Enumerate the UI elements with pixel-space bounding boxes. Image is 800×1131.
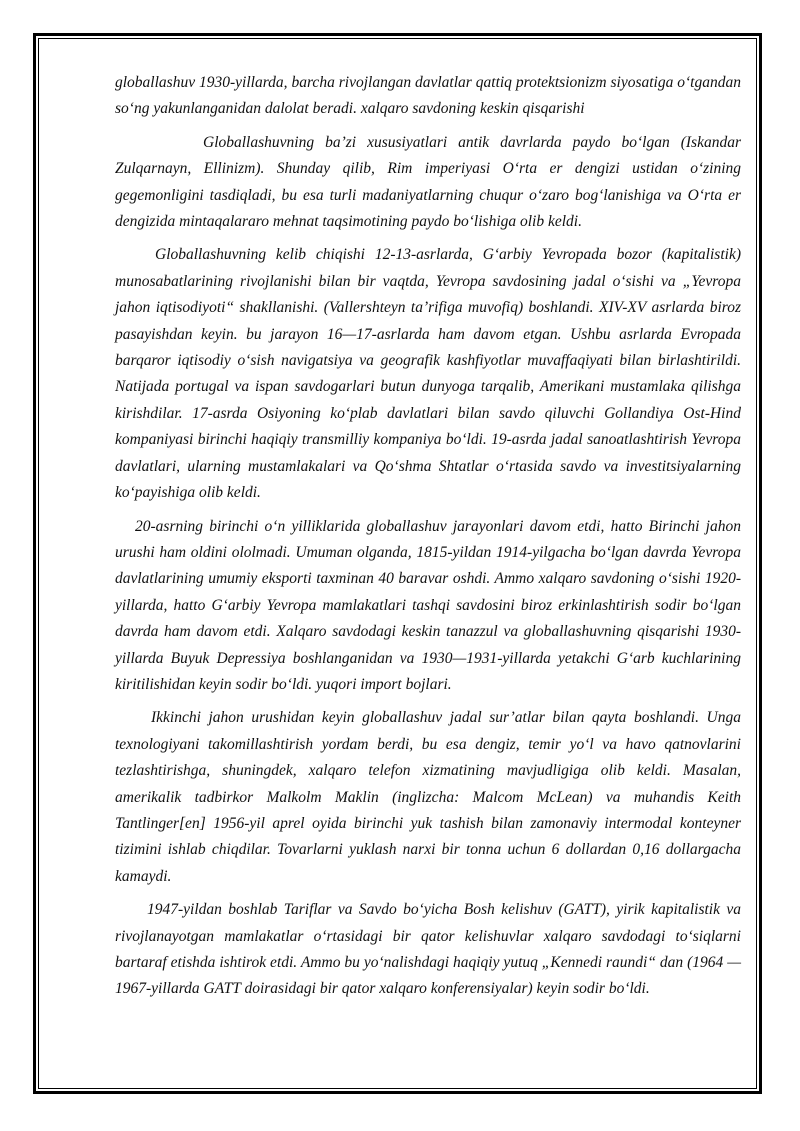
paragraph-6: 1947-yildan boshlab Tariflar va Savdo bo‘yicha Bosh kelishuv (GATT), yirik kapitalistik va rivojlanayotgan mamlakatlar o‘rtasidagi bir qator kelishuvlar xalqaro savdodagi to‘siqlarni bartaraf etishda ishtirok etdi. Ammo bu yo‘nalishdagi haqiqiy yutuq „Kennedi raundi“ dan (1964 —1967-yillarda GATT doirasidagi bir qator xalqaro konferensiyalar) keyin sodir bo‘ldi. <box>115 901 741 998</box>
paragraph-2: Globallashuvning ba’zi xususiyatlari antik davrlarda paydo bo‘lgan (Iskandar Zulqarnayn, Ellinizm). Shunday qilib, Rim imperiyasi O‘rta er dengizi ustidan o‘zining gegemonligini tasdiqladi, bu esa turli madaniyatlarning chuqur o‘zaro bog‘lanishiga va O‘rta er dengizida mintaqalararo mehnat taqsimotining paydo bo‘lishiga olib keldi. <box>115 133 741 231</box>
paragraph-4: 20-asrning birinchi o‘n yilliklarida globallashuv jarayonlari davom etdi, hatto Birinchi jahon urushi ham oldini ololmadi. Umuman olganda, 1815-yildan 1914-yilgacha bo‘lgan davrda Yevropa davlatlarining umumiy eksporti taxminan 40 baravar oshdi. Ammo xalqaro savdoning o‘sishi 1920-yillarda, hatto G‘arbiy Yevropa mamlakatlari tashqi savdosini biroz erkinlashtirish sodir bo‘lgan davrda ham davom etdi. Xalqaro savdodagi keskin tanazzul va globallashuvning qisqarishi 1930-yillarda Buyuk Depressiya boshlanganidan va 1930—1931-yillarda yetakchi G‘arb kuchlarining kiritilishidan keyin sodir bo‘ldi. yuqori import bojlari. <box>115 517 741 693</box>
paragraph-5: Ikkinchi jahon urushidan keyin globallashuv jadal sur’atlar bilan qayta boshlandi. Unga texnologiyani takomillashtirish yordam berdi, bu esa dengiz, temir yo‘l va havo qatnovlarini tezlashtirishga, shuningdek, xalqaro telefon xizmatining mavjudligiga olib keldi. Masalan, amerikalik tadbirkor Malkolm Maklin (inglizcha: Malcom McLean) va muhandis Keith Tantlinger[en] 1956-yil aprel oyida birinchi yuk tashish bilan zamonaviy intermodal konteyner tizimini ishlab chiqdilar. Tovarlarni yuklash narxi bir tonna uchun 6 dollardan 0,16 dollargacha kamaydi. <box>115 709 741 885</box>
paragraph-1: globallashuv 1930-yillarda, barcha rivojlangan davlatlar qattiq protektsionizm siyosatiga o‘tgandan so‘ng yakunlanganidan dalolat beradi. xalqaro savdoning keskin qisqarishi <box>115 74 741 118</box>
paragraph-3: Globallashuvning kelib chiqishi 12-13-asrlarda, G‘arbiy Yevropada bozor (kapitalistik) munosabatlarining rivojlanishi bilan bir vaqtda, Yevropa savdosining jadal o‘sishi va „Yevropa jahon iqtisodiyoti“ shakllanishi. (Vallershteyn ta’rifiga muvofiq) boshlandi. XIV-XV asrlarda biroz pasayishdan keyin. bu jarayon 16—17-asrlarda ham davom etgan. Ushbu asrlarda Evropada barqaror iqtisodiy o‘sish navigatsiya va geografik kashfiyotlar muvaffaqiyati bilan birlashtirildi. Natijada portugal va ispan savdogarlari butun dunyoga tarqalib, Amerikani mustamlaka qilishga kirishdilar. 17-asrda Osiyoning ko‘plab davlatlari bilan savdo qiluvchi Gollandiya Ost-Hind kompaniyasi birinchi haqiqiy transmilliy kompaniya bo‘ldi. 19-asrda jadal sanoatlashtirish Yevropa davlatlari, ularning mustamlakalari va Qo‘shma Shtatlar o‘rtasida savdo va investitsiyalarning ko‘payishiga olib keldi. <box>115 246 741 502</box>
document-body <box>115 70 741 1010</box>
